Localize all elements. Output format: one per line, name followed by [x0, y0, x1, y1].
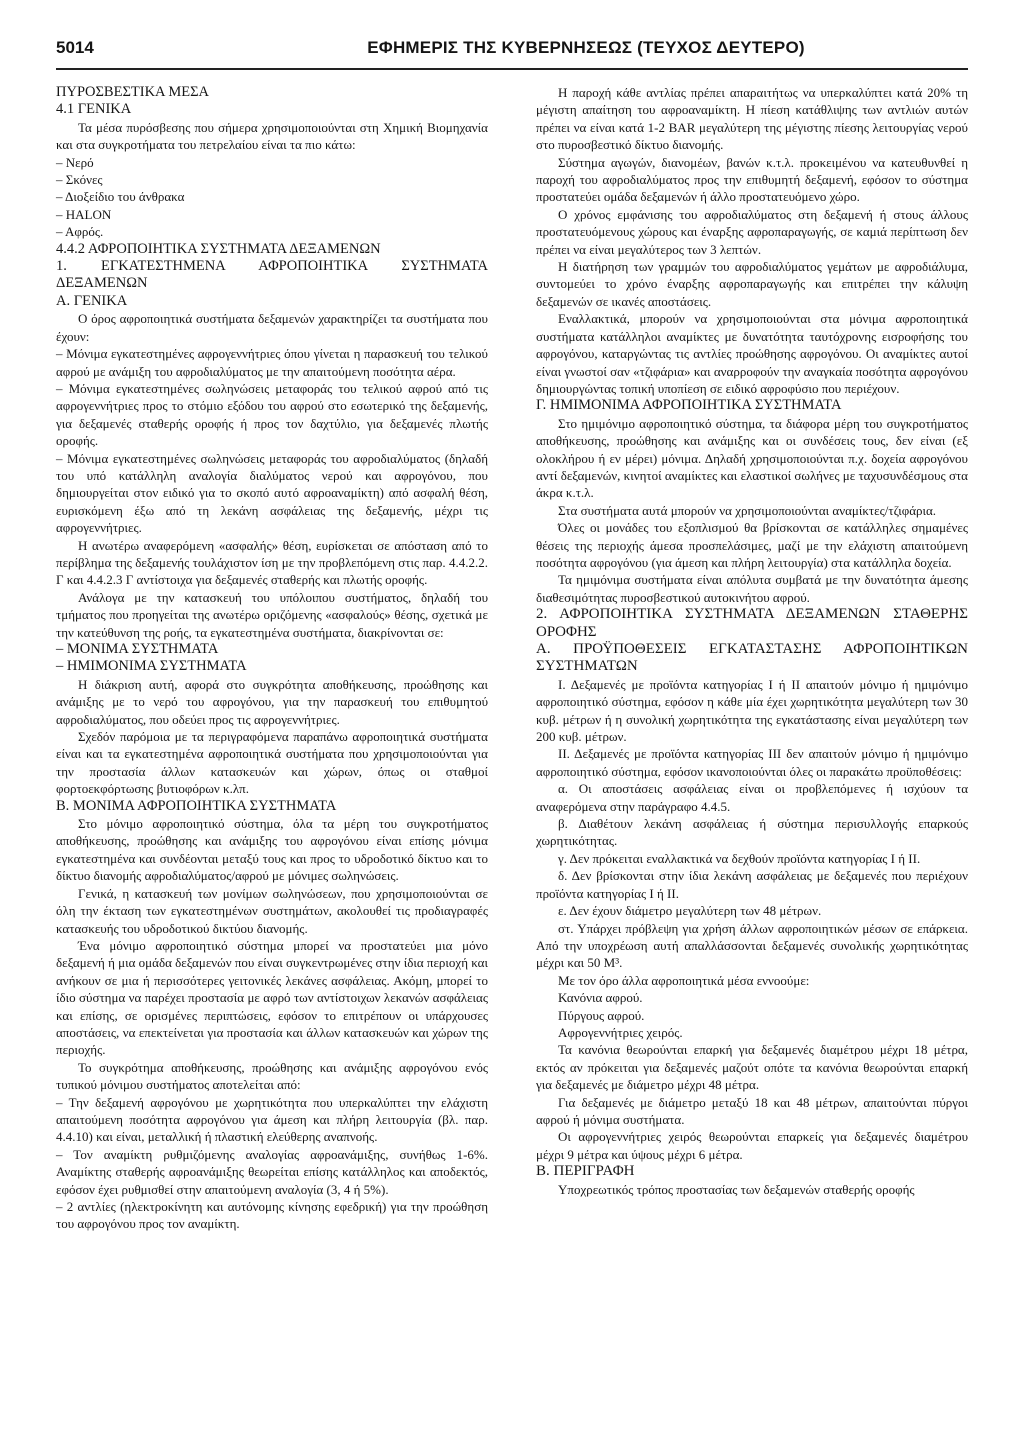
paragraph: – Μόνιμα εγκατεστημένες αφρογεννήτριες όπου γίνεται η παρασκευή του τελικού αφρού με ανάμιξη του αφροδιαλύματος με την απαιτούμενη ποσότητα αέρα. — [56, 346, 488, 379]
section-heading: Γ. ΗΜΙΜΟΝΙΜΑ ΑΦΡΟΠΟΙΗΤΙΚΑ ΣΥΣΤΗΜΑΤΑ — [536, 397, 842, 414]
paragraph: Σχεδόν παρόμοια με τα περιγραφόμενα παραπάνω αφροποιητικά συστήματα είναι και τα εγκατεστημένα αφροποιητικά συστήματα που χρησιμοποιούνται για την προστασία άλλων κατασκευών και χώρων, όπως οι σταθμοί φορτοεκφόρτωσης βυτιοφόρων κ.λπ. — [56, 729, 488, 797]
paragraph: Ανάλογα με την κατασκευή του υπόλοιπου συστήματος, δηλαδή του τμήματος που προηγείται της ανωτέρω οριζόμενης «ασφαλούς» θέσης, σχετικά με την κατεύθυνση της ροής, τα εγκατεστημένα συστήματα, διακρίνονται σε: — [56, 589, 488, 640]
list-item: Αφρογεννήτριες χειρός. — [558, 1024, 683, 1040]
section-heading: 4.4.2 ΑΦΡΟΠΟΙΗΤΙΚΑ ΣΥΣΤΗΜΑΤΑ ΔΕΞΑΜΕΝΩΝ — [56, 240, 381, 257]
paragraph: Στο μόνιμο αφροποιητικό σύστημα, όλα τα μέρη του συγκροτήματος αποθήκευσης, προώθησης και ανάμιξης του αφρογόνου είναι επίσης μόνιμα εγκατεστημένα και συνδέονται μεταξύ τους και προς το υδροδοτικό δίκτυο και το δίκτυο διανομής αφροδιαλύματος/αφρού με μόνιμες σωληνώσεις. — [56, 816, 488, 884]
list-item: στ. Υπάρχει πρόβλεψη για χρήση άλλων αφροποιητικών μέσων σε επάρκεια. Από την υποχρέωση αυτή απαλλάσσονται δεξαμενές συνολικής χωρητικότητας μέχρι και 50 Μ³. — [536, 920, 968, 971]
section-heading: Β. ΠΕΡΙΓΡΑΦΗ — [536, 1163, 635, 1180]
paragraph: Σύστημα αγωγών, διανομέων, βανών κ.τ.λ. προκειμένου να κατευθυνθεί η παροχή του αφροδιαλύματος προς την επιθυμητή δεξαμενή, εφόσον το σύστημα προστατεύει ομάδα δεξαμενών ή άλλο προστατευόμενο χώρο. — [536, 154, 968, 205]
section-heading: Α. ΠΡΟΫΠΟΘΕΣΕΙΣ ΕΓΚΑΤΑΣΤΑΣΗΣ ΑΦΡΟΠΟΙΗΤΙΚΩΝ ΣΥΣΤΗΜΑΤΩΝ — [536, 641, 968, 675]
list-item: ε. Δεν έχουν διάμετρο μεγαλύτερη των 48 μέτρων. — [558, 903, 822, 919]
paragraph: – Την δεξαμενή αφρογόνου με χωρητικότητα που υπερκαλύπτει την ελάχιστη απαιτούμενη ποσότητα αφρογόνου για άμεση και πλήρη λειτουργία (βλ. παρ. 4.4.10) και είναι, μεταλλική ή πλαστική ελεύθερης αναπνοής. — [56, 1094, 488, 1145]
list-item: γ. Δεν πρόκειται εναλλακτικά να δεχθούν προϊόντα κατηγορίας Ι ή ΙΙ. — [558, 850, 921, 866]
list-item: β. Διαθέτουν λεκάνη ασφάλειας ή σύστημα περισυλλογής επαρκούς χωρητικότητας. — [536, 816, 968, 849]
paragraph: – Τον αναμίκτη ρυθμιζόμενης αναλογίας αφροανάμιξης, συνήθως 1-6%. Αναμίκτης σταθερής αφροανάμιξης θεωρείται επίσης κατάλληλος και αποδεκτός, εφόσον έχει ρυθμισθεί στην απαιτούμενη αναλογία (3, 4 ή 5%). — [56, 1146, 488, 1197]
section-heading: 4.1 ΓΕΝΙΚΑ — [56, 101, 132, 118]
paragraph: – Μόνιμα εγκατεστημένες σωληνώσεις μεταφοράς του αφροδιαλύματος (δηλαδή του υπό κατάλληλη αναλογία διαλύματος νερού και αφρογόνου, που δημιουργείται στον ειδικό για το σκοπό αυτό αφροαναμίκτη) από ασφαλή θέση, ευρισκόμενη έξω από τη λεκάνη ασφάλειας της δεξαμενής, μέχρι τις αφρογεννήτριες. — [56, 450, 488, 536]
section-heading: 1. ΕΓΚΑΤΕΣΤΗΜΕΝΑ ΑΦΡΟΠΟΙΗΤΙΚΑ ΣΥΣΤΗΜΑΤΑ ΔΕΞΑΜΕΝΩΝ — [56, 258, 488, 292]
paragraph: Η διάκριση αυτή, αφορά στο συγκρότητα αποθήκευσης, προώθησης και ανάμιξης με το νερό του αφρογόνου, για την παρασκευή του επιθυμητού αφροδιαλύματος, που οδεύει προς τις αφρογεννήτριες. — [56, 676, 488, 727]
section-heading: Β. ΜΟΝΙΜΑ ΑΦΡΟΠΟΙΗΤΙΚΑ ΣΥΣΤΗΜΑΤΑ — [56, 797, 337, 814]
paragraph: Η ανωτέρω αναφερόμενη «ασφαλής» θέση, ευρίσκεται σε απόσταση από το περίβλημα της δεξαμενής τουλάχιστον ίση με την προβλεπόμενη στις παρ. 4.4.2.2. Γ και 4.4.2.3 Γ αντίστοιχα για δεξαμενές σταθερής και πλωτής οροφής. — [56, 537, 488, 588]
list-item: α. Οι αποστάσεις ασφάλειας είναι οι προβλεπόμενες ή ισχύουν τα αναφερόμενα στην παράγραφο 4.4.5. — [536, 781, 968, 814]
left-column — [56, 84, 488, 1233]
paragraph: ΙΙ. Δεξαμενές με προϊόντα κατηγορίας ΙΙΙ δεν απαιτούν μόνιμο ή ημιμόνιμο αφροποιητικό σύστημα, εφόσον ικανοποιούνται όλες οι παρακάτω προϋποθέσεις: — [536, 746, 968, 779]
section-heading: Α. ΓΕΝΙΚΑ — [56, 292, 128, 309]
page-header — [56, 38, 968, 70]
paragraph: Τα ημιμόνιμα συστήματα είναι απόλυτα συμβατά με την δυνατότητα άμεσης διαθεσιμότητας πυροσβεστικού αυτοκινήτου αφρού. — [536, 572, 968, 605]
page-number: 5014 — [56, 38, 94, 57]
paragraph: Ο χρόνος εμφάνισης του αφροδιαλύματος στη δεξαμενή ή στους άλλους προστατευόμενους χώρους και έναρξης αφροπαραγωγής, σε καμιά περίπτωση δεν πρέπει να είναι μεγαλύτερος των 3 λεπτών. — [536, 206, 968, 257]
paragraph: Υποχρεωτικός τρόπος προστασίας των δεξαμενών σταθερής οροφής — [558, 1181, 915, 1197]
paragraph: Στα συστήματα αυτά μπορούν να χρησιμοποιούνται αναμίκτες/τζιφάρια. — [558, 502, 937, 518]
paragraph: Ι. Δεξαμενές με προϊόντα κατηγορίας Ι ή ΙΙ απαιτούν μόνιμο ή ημιμόνιμο αφροποιητικό σύστημα, εφόσον η κάθε μία έχει χωρητικότητα μεγαλύτερη των 30 κυβ. μέτρων ή η συνολική χωρητικότητα της εγκατάστασης είναι μεγαλύτερη των 200 κυβ. μέτρων. — [536, 676, 968, 745]
section-heading: – ΜΟΝΙΜΑ ΣΥΣΤΗΜΑΤΑ — [56, 641, 219, 657]
section-heading: – ΗΜΙΜΟΝΙΜΑ ΣΥΣΤΗΜΑΤΑ — [56, 658, 247, 675]
list-item: – Νερό — [56, 154, 94, 170]
paragraph: – 2 αντλίες (ηλεκτροκίνητη και αυτόνομης κίνησης εφεδρική) για την προώθηση του αφρογόνου προς τον αναμίκτη. — [56, 1199, 488, 1232]
paragraph: Τα κανόνια θεωρούνται επαρκή για δεξαμενές διαμέτρου μέχρι 18 μέτρα, εκτός αν πρόκειται για δεξαμενές μαζούτ οπότε τα κανόνια θεωρούνται επαρκή για δεξαμενές με διάμετρο μέχρι 48 μέτρα. — [536, 1042, 968, 1093]
list-item: Πύργους αφρού. — [558, 1007, 645, 1023]
list-item: δ. Δεν βρίσκονται στην ίδια λεκάνη ασφάλειας με δεξαμενές που περιέχουν προϊόντα κατηγορίας Ι ή ΙΙ. — [536, 868, 968, 901]
list-item: – Αφρός. — [56, 224, 104, 240]
list-item: Κανόνια αφρού. — [558, 990, 643, 1006]
section-heading: ΠΥΡΟΣΒΕΣΤΙΚΑ ΜΕΣΑ — [56, 84, 210, 100]
paragraph: Γενικά, η κατασκευή των μονίμων σωληνώσεων, που χρησιμοποιούνται σε όλη την έκταση των εγκατεστημένων συστημάτων, ακολουθεί τις προδιαγραφές κατασκευής του υδροδοτικού δικτύου διανομής. — [56, 885, 488, 936]
paragraph: Όλες οι μονάδες του εξοπλισμού θα βρίσκονται σε κατάλληλες σημαμένες θέσεις της περιοχής άμεσα προσπελάσιμες, μαζί με την ελάχιστη απαιτούμενη ποσότητα αφρογόνου (για άμεση και πλήρη λειτουργία) στα κατάλληλα δοχεία. — [536, 520, 968, 570]
paragraph: Η παροχή κάθε αντλίας πρέπει απαραιτήτως να υπερκαλύπτει κατά 20% τη μέγιστη απαίτηση του αφροαναμίκτη. Η πίεση κατάθλιψης των αντλιών αυτών πρέπει να είναι κατά 1-2 BAR μεγαλύτερη της μέγιστης πίεσης λειτουργίας νερού στο πυροσβεστικό δίκτυο διανομής. — [536, 85, 968, 153]
list-item: – Διοξείδιο του άνθρακα — [56, 189, 185, 205]
paragraph: Ο όρος αφροποιητικά συστήματα δεξαμενών χαρακτηρίζει τα συστήματα που έχουν: — [56, 311, 488, 344]
running-title: ΕΦΗΜΕΡΙΣ ΤΗΣ ΚΥΒΕΡΝΗΣΕΩΣ (ΤΕΥΧΟΣ ΔΕΥΤΕΡΟ) — [367, 38, 805, 57]
list-item: – HALON — [56, 206, 112, 222]
paragraph: Ένα μόνιμο αφροποιητικό σύστημα μπορεί να προστατεύει μια μόνο δεξαμενή ή μια ομάδα δεξαμενών που είναι συγκεντρωμένες στην ίδια περιοχή και ανήκουν σε μια ή περισσότερες γειτονικές λεκάνες ασφάλειας. Ακόμη, μπορεί το ίδιο σύστημα να παρέχει προστασία με αφρό των αντίστοιχων λεκανών ασφάλειας και επίσης, σε ορισμένες περιπτώσεις, εφόσον το επιτρέπουν οι υπάρχουσες αποστάσεις, να επεκτείνεται για προστασία και άλλων κατασκευών και χώρων της περιοχής. — [56, 937, 488, 1058]
paragraph: Η διατήρηση των γραμμών του αφροδιαλύματος γεμάτων με αφροδιάλυμα, συντομεύει το χρόνο έναρξης αφροπαραγωγής και επιτρέπει την κάλυψη δεξαμενών σε ικανές αποστάσεις. — [536, 259, 968, 309]
paragraph: Οι αφρογεννήτριες χειρός θεωρούνται επαρκείς για δεξαμενές διαμέτρου μέχρι 9 μέτρα και ύψους μέχρι 6 μέτρα. — [536, 1129, 968, 1162]
right-column — [536, 84, 968, 1198]
list-item: – Σκόνες — [56, 172, 103, 188]
paragraph: – Μόνιμα εγκατεστημένες σωληνώσεις μεταφοράς του τελικού αφρού από τις αφρογεννήτριες προς το στόμιο εξόδου του αφρού στο εσωτερικό της δεξαμενής, για δεξαμενές σταθερής οροφής ή προς τον δαχτύλιο, για δεξαμενές πλωτής οροφής. — [56, 380, 488, 449]
paragraph: Με τον όρο άλλα αφροποιητικά μέσα εννοούμε: — [558, 972, 810, 988]
paragraph: Εναλλακτικά, μπορούν να χρησιμοποιούνται στα μόνιμα αφροποιητικά συστήματα κατάλληλοι αναμίκτες με δυνατότητα ταυτόχρονης εισροφήσης του αφρογόνου, καταργώντας τις αντλίες προώθησης αφρογόνου. Οι αναμίκτες αυτοί είναι γνωστοί σαν «τζιφάρια» και αναρροφούν την αναγκαία ποσότητα αφρογόνου δημιουργώντας τοπική υποπίεση σε ειδικό αφροφύσιο που περιέχουν. — [536, 311, 968, 396]
paragraph: Το συγκρότημα αποθήκευσης, προώθησης και ανάμιξης αφρογόνου ενός τυπικού μόνιμου συστήματος αποτελείται από: — [56, 1059, 488, 1093]
paragraph: Στο ημιμόνιμο αφροποιητικό σύστημα, τα διάφορα μέρη του συγκροτήματος αποθήκευσης, προώθησης και ανάμιξης και οι συνδέσεις τους, δεν είναι (εξ ολοκλήρου ή εν μέρει) μόνιμα. Δηλαδή χρησιμοποιούνται π.χ. δοχεία αφρογόνου αντί δεξαμενών, κινητοί αναμίκτες και ελαστικοί σωλήνες με ταχυσυνδέσμους στα άκρα κ.τ.λ. — [536, 415, 968, 501]
paragraph: Για δεξαμενές με διάμετρο μεταξύ 18 και 48 μέτρων, απαιτούνται πύργοι αφρού ή μόνιμα συστήματα. — [536, 1094, 968, 1127]
paragraph: Τα μέσα πυρόσβεσης που σήμερα χρησιμοποιούνται στη Χημική Βιομηχανία και στα συγκροτήματα του πετρελαίου είναι τα πιο κάτω: — [56, 119, 488, 153]
section-heading: 2. ΑΦΡΟΠΟΙΗΤΙΚΑ ΣΥΣΤΗΜΑΤΑ ΔΕΞΑΜΕΝΩΝ ΣΤΑΘΕΡΗΣ ΟΡΟΦΗΣ — [536, 606, 968, 640]
